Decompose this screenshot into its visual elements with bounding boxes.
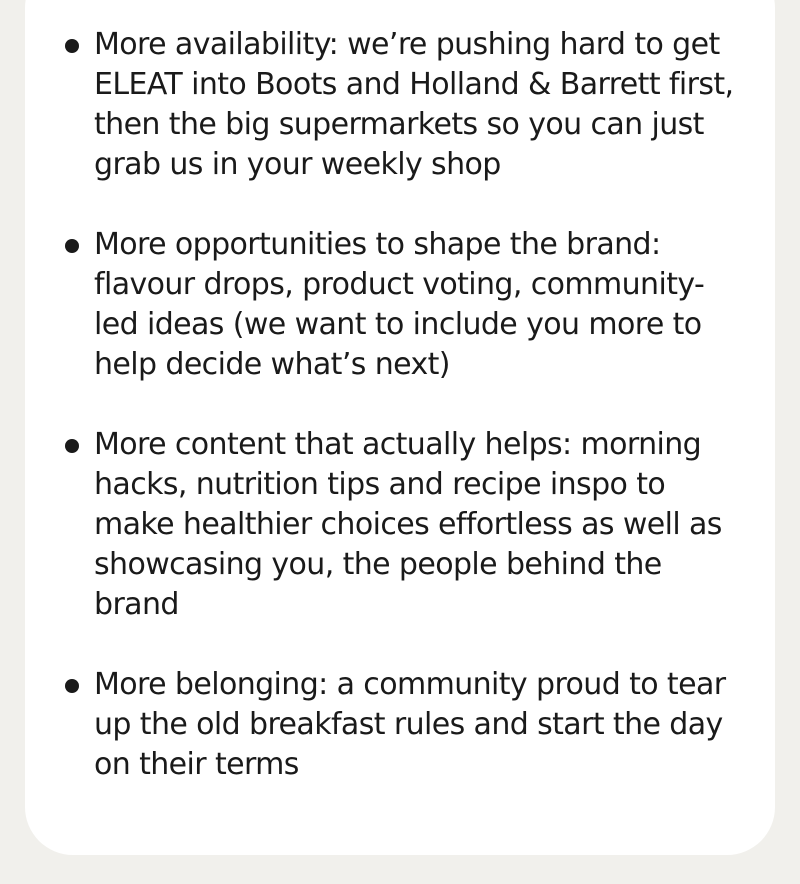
list-item-text: More content that actually helps: morning hacks, nutrition tips and recipe inspo to make healthier choices effortless as well as showcasing you, the people behind the brand: [94, 427, 722, 622]
list-item-text: More belonging: a community proud to tear up the old breakfast rules and start the day on their terms: [94, 667, 726, 782]
list-item: [62, 425, 742, 625]
bullet-icon: [65, 39, 79, 53]
list-item-text: More opportunities to shape the brand: flavour drops, product voting, community-led ideas (we want to include you more to help decide what’s next): [94, 227, 705, 382]
list-item: [62, 25, 742, 185]
list-item-text: More availability: we’re pushing hard to get ELEAT into Boots and Holland & Barrett first, then the big supermarkets so you can just grab us in your weekly shop: [94, 27, 734, 182]
bullet-icon: [65, 439, 79, 453]
list-item: [62, 665, 742, 785]
bullet-icon: [65, 239, 79, 253]
list-item: [62, 225, 742, 385]
bullet-icon: [65, 679, 79, 693]
content-card: [25, 0, 775, 855]
bullet-list: [62, 25, 742, 825]
